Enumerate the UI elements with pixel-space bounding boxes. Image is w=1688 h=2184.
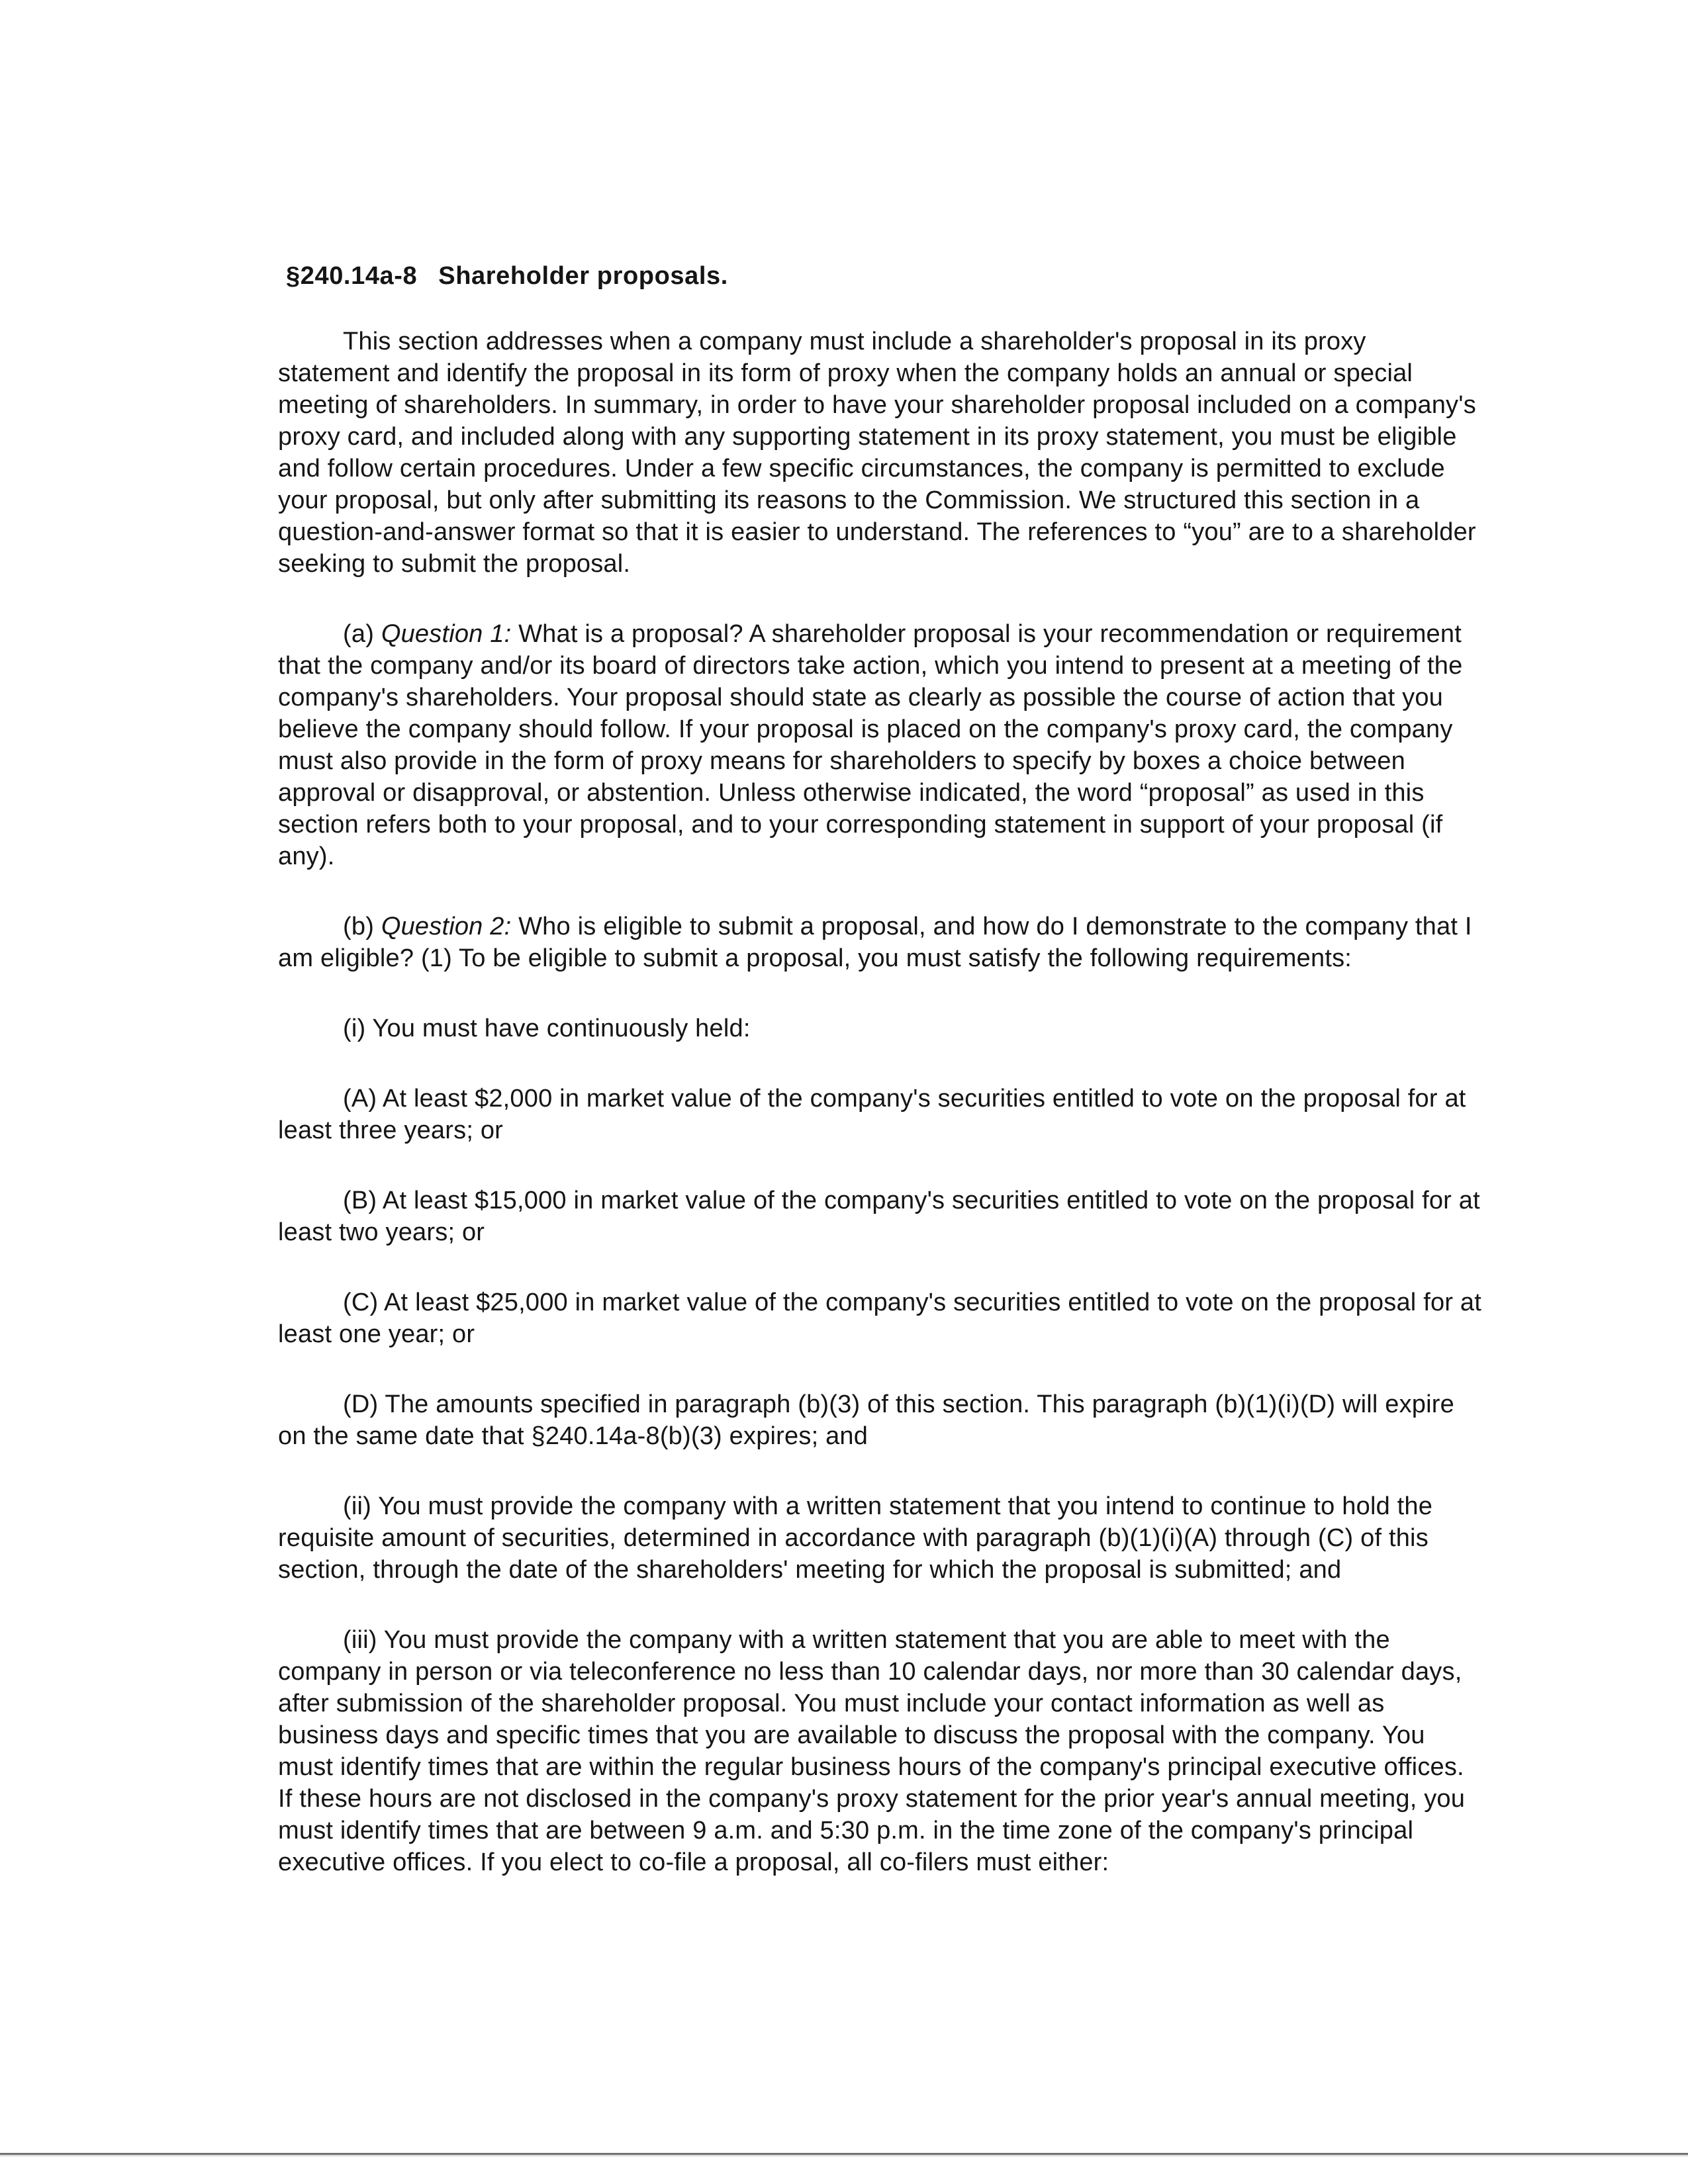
paragraph-b-prefix: (b) <box>343 913 381 940</box>
paragraph-b-text: Who is eligible to submit a proposal, and how do I demonstrate to the company that I am eligible? (1) To be eligible to submit a proposal, you must satisfy the following requirements: <box>278 913 1472 972</box>
paragraph-b-ii: (ii) You must provide the company with a written statement that you intend to continue to hold the requisite amount of securities, determined in accordance with paragraph (b)(1)(i)(A) through (C) of this section, through the date of the shareholders' meeting for which the proposal is submitted; and <box>278 1492 1433 1584</box>
section-number: §240.14a-8 <box>286 262 418 290</box>
document-body <box>278 326 1483 1917</box>
paragraph-b-D: (D) The amounts specified in paragraph (b)(3) of this section. This paragraph (b)(1)(i)(D) will expire on the same date that §240.14a-8(b)(3) expires; and <box>278 1390 1454 1450</box>
intro-paragraph: This section addresses when a company must include a shareholder's proposal in its proxy statement and identify the proposal in its form of proxy when the company holds an annual or special meeting of shareholders. In summary, in order to have your shareholder proposal included on a company's proxy card, and included along with any supporting statement in its proxy statement, you must be eligible and follow certain procedures. Under a few specific circumstances, the company is permitted to exclude your proposal, but only after submitting its reasons to the Commission. We structured this section in a question-and-answer format so that it is easier to understand. The references to “you” are to a shareholder seeking to submit the proposal. <box>278 328 1476 578</box>
paragraph-a-question: Question 1: <box>381 620 512 648</box>
paragraph-b-iii: (iii) You must provide the company with a written statement that you are able to meet with the company in person or via teleconference no less than 10 calendar days, nor more than 30 calendar days, after submission of the shareholder proposal. You must include your contact information as well as business days and specific times that you are available to discuss the proposal with the company. You must identify times that are within the regular business hours of the company's principal executive offices. If these hours are not disclosed in the company's proxy statement for the prior year's annual meeting, you must identify times that are between 9 a.m. and 5:30 p.m. in the time zone of the company's principal executive offices. If you elect to co-file a proposal, all co-filers must either: <box>278 1626 1466 1876</box>
paragraph-b-i: (i) You must have continuously held: <box>343 1015 751 1042</box>
paragraph-b-question: Question 2: <box>381 913 512 940</box>
section-heading <box>286 259 1544 293</box>
section-title: Shareholder proposals. <box>438 262 728 290</box>
paragraph-b-B: (B) At least $15,000 in market value of the company's securities entitled to vote on the proposal for at least two years; or <box>278 1187 1480 1246</box>
paragraph-b-A: (A) At least $2,000 in market value of the company's securities entitled to vote on the proposal for at least three years; or <box>278 1085 1466 1144</box>
bottom-divider <box>0 2153 1688 2155</box>
paragraph-a-text: What is a proposal? A shareholder proposal is your recommendation or requirement that the company and/or its board of directors take action, which you intend to present at a meeting of the company's shareholders. Your proposal should state as clearly as possible the course of action that you believe the company should follow. If your proposal is placed on the company's proxy card, the company must also provide in the form of proxy means for shareholders to specify by boxes a choice between approval or disapproval, or abstention. Unless otherwise indicated, the word “proposal” as used in this section refers both to your proposal, and to your corresponding statement in support of your proposal (if any). <box>278 620 1463 870</box>
paragraph-b-C: (C) At least $25,000 in market value of the company's securities entitled to vote on the proposal for at least one year; or <box>278 1289 1481 1348</box>
paragraph-a <box>278 618 1483 872</box>
paragraph-a-prefix: (a) <box>343 620 381 648</box>
paragraph-b <box>278 911 1483 974</box>
